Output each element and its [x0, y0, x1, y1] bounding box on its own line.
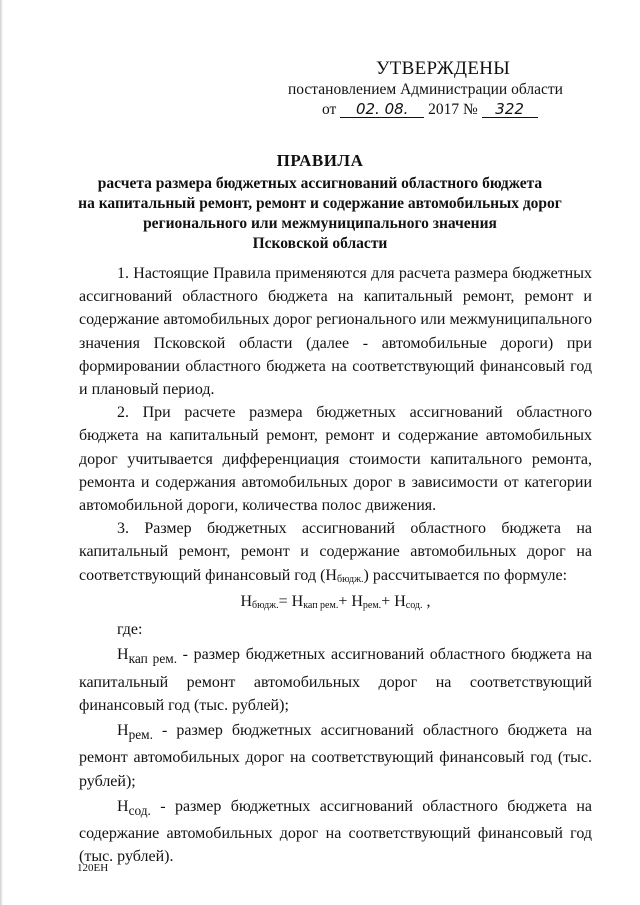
approval-title: УТВЕРЖДЕНЫ: [376, 58, 511, 79]
document-title: ПРАВИЛА: [276, 151, 364, 170]
formula-sub-capital: кап рем.: [303, 599, 339, 611]
formula-tail: ,: [422, 592, 431, 610]
date-prefix: от: [322, 101, 337, 118]
definition-1-text: - размер бюджетных ассигнований областного бюджета на капитальный ремонт автомобильных дорог на соответствующий финансовый год (тыс. рублей);: [79, 646, 593, 714]
formula-sub-total: бюдж.: [252, 599, 279, 611]
paragraph-3-subscript: бюдж.: [336, 573, 364, 585]
formula: [79, 590, 592, 615]
footer-code: 120ЕН: [77, 862, 109, 874]
handwritten-number: 322: [482, 102, 538, 118]
paragraph-3: [79, 517, 592, 589]
definition-2-text: - размер бюджетных ассигнований областного бюджета на ремонт автомобильных дорог на соответствующий финансовый год (тыс. рублей);: [79, 722, 592, 790]
approval-date-line: [322, 101, 538, 119]
paragraph-1: 1. Настоящие Правила применяются для расчета размера бюджетных ассигнований областного бюджета на капитальный ремонт, ремонт и содержание автомобильных дорог регионального или межмуниципального значения Псковской области (далее - автомобильные дороги) при формировании областного бюджета на соответствующий финансовый год и плановый период.: [79, 265, 592, 399]
definition-3-text: - размер бюджетных ассигнований областного бюджета на содержание автомобильных дорог на соответствующий финансовый год (тыс. рублей).: [79, 797, 592, 866]
definition-repair: [79, 719, 592, 793]
formula-sub-repair: рем.: [362, 599, 382, 611]
formula-symbol: Н: [240, 592, 253, 610]
formula-sub-maintenance: сод.: [405, 599, 423, 611]
handwritten-date: 02. 08.: [340, 102, 424, 118]
definition-3-subscript: сод.: [128, 803, 151, 819]
formula-equals: = Н: [278, 592, 304, 610]
document-title-block: [40, 151, 600, 254]
number-sign: №: [462, 101, 478, 118]
where-label: где:: [117, 621, 143, 639]
title-line-1: расчета размера бюджетных ассигнований областного бюджета: [97, 175, 543, 192]
paragraph-3-text: 3. Размер бюджетных ассигнований областного бюджета на капитальный ремонт, ремонт и содержание автомобильных дорог на соответствующий финансовый год (Н: [79, 520, 592, 584]
definition-capital-repair: [79, 643, 592, 717]
title-line-3: регионального или межмуниципального значения: [143, 215, 497, 232]
document-body: [79, 262, 592, 869]
formula-plus-2: + Н: [381, 592, 406, 610]
definition-maintenance: [79, 795, 592, 869]
definition-2-subscript: рем.: [128, 727, 153, 743]
title-line-2: на капитальный ремонт, ремонт и содержание автомобильных дорог: [78, 195, 562, 212]
definition-1-subscript: кап рем.: [128, 651, 178, 667]
title-line-4: Псковской области: [252, 235, 388, 252]
definition-2-symbol: Н: [117, 722, 129, 740]
approval-issuer: постановлением Администрации области: [288, 81, 563, 98]
scan-edge-shadow: [0, 0, 3, 905]
approval-year: 2017: [428, 101, 460, 118]
definition-1-symbol: Н: [117, 646, 129, 664]
formula-plus-1: + Н: [338, 592, 363, 610]
definition-3-symbol: Н: [117, 797, 129, 815]
paragraph-2: 2. При расчете размера бюджетных ассигнований областного бюджета на капитальный ремонт, ремонт и содержание автомобильных дорог учитывается дифференциация стоимости капитального ремонта, ремонта и содержания автомобильных дорог в зависимости от категории автомобильной дороги, количества полос движения.: [79, 404, 592, 515]
paragraph-3-tail: ) рассчитывается по формуле:: [363, 566, 568, 584]
